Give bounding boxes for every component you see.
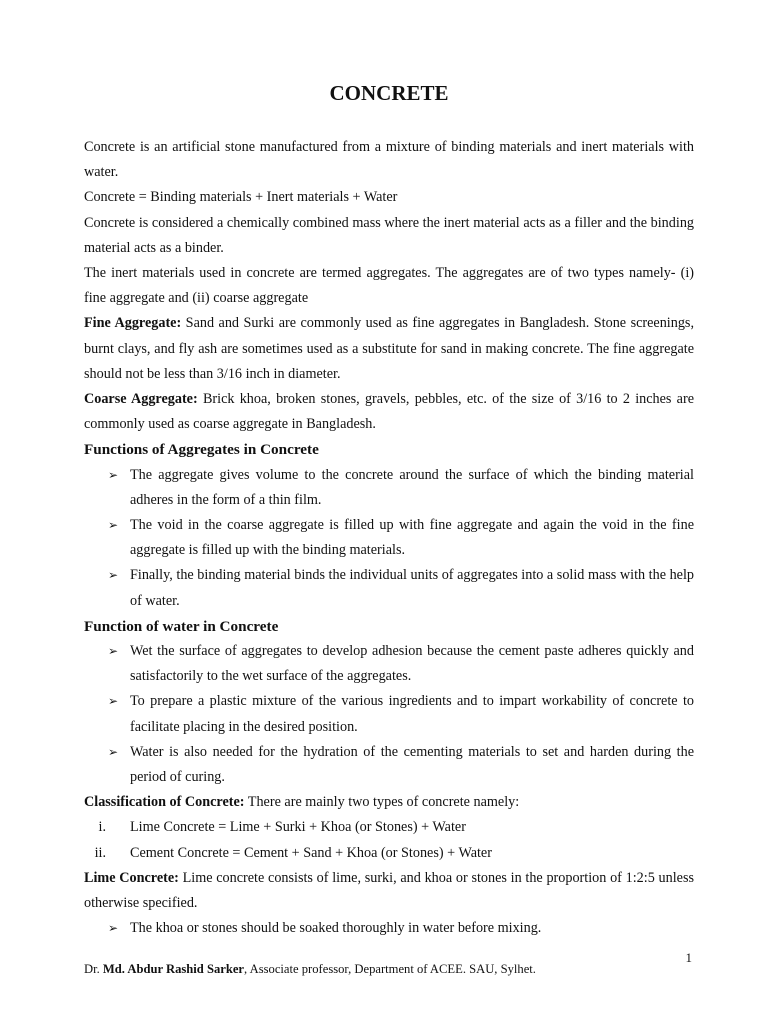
classification-text: There are mainly two types of concrete namely:	[244, 794, 520, 811]
classification-list	[84, 815, 694, 865]
coarse-aggregate-label: Coarse Aggregate:	[84, 391, 198, 408]
list-item-text: Lime Concrete = Lime + Surki + Khoa (or Stones) + Water	[130, 819, 466, 836]
arrow-bullet-icon: ➢	[108, 467, 119, 482]
fine-aggregate-label: Fine Aggregate:	[84, 315, 182, 332]
page-number: 1	[685, 950, 692, 965]
arrow-bullet-icon: ➢	[108, 644, 119, 659]
functions-aggregates-list	[84, 463, 694, 614]
footer	[84, 962, 536, 977]
list-item-text: The aggregate gives volume to the concrete around the surface of which the binding material adheres in the form of a thin film.	[130, 466, 694, 508]
list-item	[98, 815, 694, 840]
fine-aggregate-paragraph	[84, 311, 694, 387]
list-item	[108, 689, 694, 739]
list-item	[108, 740, 694, 790]
classification-paragraph	[84, 790, 694, 815]
intro-paragraph-1: Concrete is an artificial stone manufactured from a mixture of binding materials and inert materials with water.	[84, 139, 694, 181]
list-item	[108, 639, 694, 689]
list-item	[94, 841, 694, 866]
page-title: CONCRETE	[329, 81, 449, 105]
list-item-text: Cement Concrete = Cement + Sand + Khoa (or Stones) + Water	[130, 844, 492, 861]
list-number: i.	[98, 819, 106, 836]
list-item-text: Water is also needed for the hydration of the cementing materials to set and harden during the period of curing.	[130, 743, 694, 786]
list-item-text: The void in the coarse aggregate is filled up with fine aggregate and again the void in the fine aggregate is filled up with the binding materials.	[130, 517, 694, 559]
arrow-bullet-icon: ➢	[108, 921, 119, 936]
lime-concrete-list	[84, 916, 694, 941]
list-item	[108, 513, 694, 563]
lime-concrete-paragraph	[84, 866, 694, 916]
fine-aggregate-text: Sand and Surki are commonly used as fine aggregates in Bangladesh. Stone screenings, burnt clays, and fly ash are sometimes used as a substitute for sand in making concrete. The fine aggregate should not be less than 3/16 inch in diameter.	[84, 315, 695, 382]
intro-paragraph-4: The inert materials used in concrete are termed aggregates. The aggregates are of two types namely- (i) fine aggregate and (ii) coarse aggregate	[84, 265, 694, 307]
list-item	[108, 463, 694, 513]
functions-aggregates-heading: Functions of Aggregates in Concrete	[84, 441, 319, 459]
list-item-text: The khoa or stones should be soaked thoroughly in water before mixing.	[130, 920, 542, 937]
function-water-list	[84, 639, 694, 790]
lime-concrete-text: Lime concrete consists of lime, surki, and khoa or stones in the proportion of 1:2:5 unless otherwise specified.	[84, 869, 694, 912]
coarse-aggregate-paragraph	[84, 387, 694, 437]
function-water-heading: Function of water in Concrete	[84, 617, 279, 635]
list-item	[108, 563, 694, 613]
arrow-bullet-icon: ➢	[108, 518, 119, 533]
list-number: ii.	[94, 844, 106, 861]
list-item-text: Wet the surface of aggregates to develop adhesion because the cement paste adheres quickly and satisfactorily to the wet surface of the aggregates.	[130, 643, 694, 685]
footer-author-name: Md. Abdur Rashid Sarker	[102, 962, 245, 976]
footer-suffix: , Associate professor, Department of ACEE. SAU, Sylhet.	[244, 962, 536, 976]
coarse-aggregate-text: Brick khoa, broken stones, gravels, pebbles, etc. of the size of 3/16 to 2 inches are commonly used as coarse aggregate in Bangladesh.	[84, 391, 694, 433]
intro-paragraph-2: Concrete = Binding materials + Inert materials + Water	[84, 189, 398, 206]
lime-concrete-label: Lime Concrete:	[84, 869, 179, 886]
classification-label: Classification of Concrete:	[84, 794, 245, 811]
intro-paragraph-3: Concrete is considered a chemically combined mass where the inert material acts as a filler and the binding material acts as a binder.	[84, 214, 694, 256]
document-body	[84, 135, 694, 942]
list-item-text: Finally, the binding material binds the individual units of aggregates into a solid mass with the help of water.	[130, 567, 694, 609]
list-item-text: To prepare a plastic mixture of the various ingredients and to impart workability of concrete to facilitate placing in the desired position.	[130, 693, 694, 735]
arrow-bullet-icon: ➢	[108, 694, 119, 709]
footer-prefix: Dr.	[84, 962, 103, 976]
arrow-bullet-icon: ➢	[108, 568, 119, 583]
list-item	[108, 916, 694, 941]
arrow-bullet-icon: ➢	[108, 744, 119, 759]
